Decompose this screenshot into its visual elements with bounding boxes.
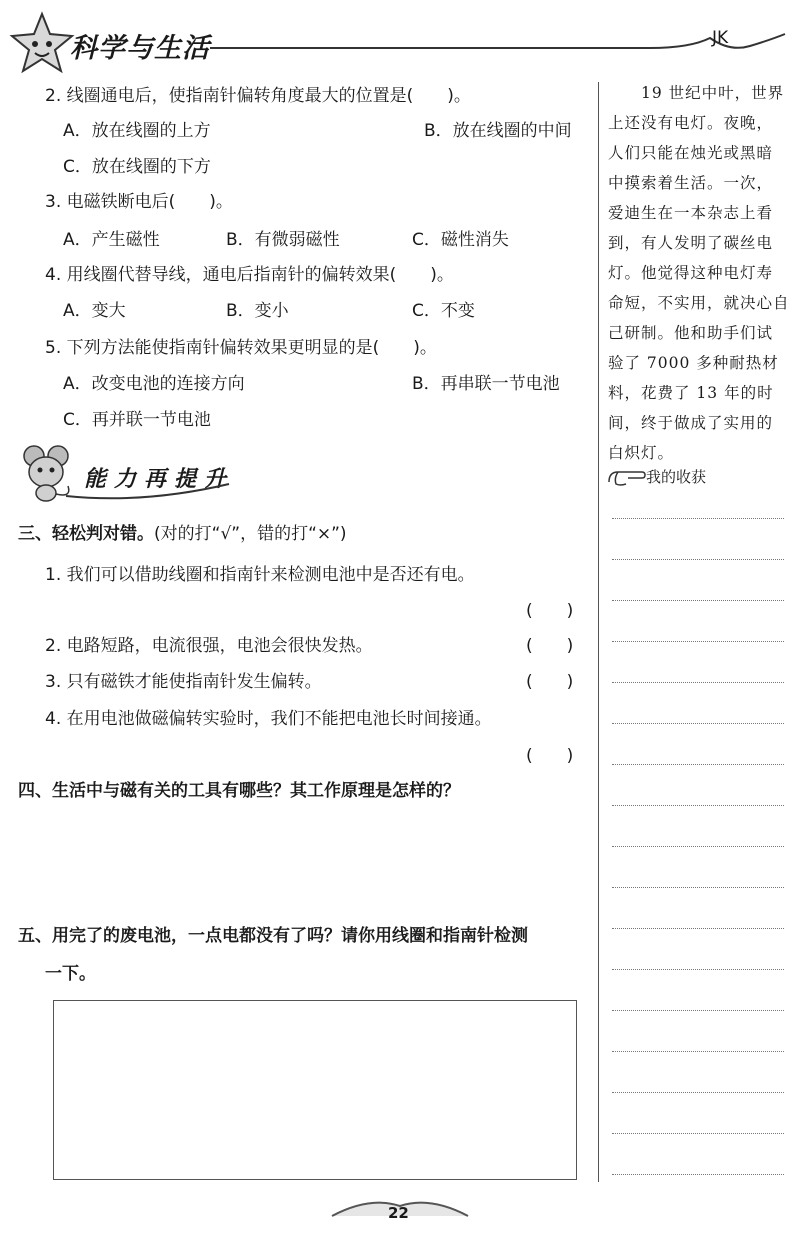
question-4: 4. 用线圈代替导线，通电后指南针的偏转效果( )。	[45, 265, 454, 285]
q5-option-c: C．再并联一节电池	[63, 410, 211, 430]
section-4-title: 四、生活中与磁有关的工具有哪些？其工作原理是怎样的？	[18, 781, 460, 801]
harvest-line[interactable]	[612, 682, 784, 683]
harvest-line[interactable]	[612, 969, 784, 970]
q5-option-b: B．再串联一节电池	[412, 374, 560, 394]
page-number: 22	[388, 1204, 409, 1222]
harvest-line[interactable]	[612, 641, 784, 642]
mascot-star-icon	[8, 10, 76, 74]
sidebar-story	[608, 78, 794, 468]
section-3-instruction: (对的打“√”，错的打“×”)	[154, 524, 347, 544]
story-line: 己研制。他和助手们试	[608, 324, 774, 342]
question-2: 2. 线圈通电后，使指南针偏转角度最大的位置是( )。	[45, 86, 471, 106]
harvest-line[interactable]	[612, 1010, 784, 1011]
brand-title: 科学与生活	[70, 33, 210, 64]
q5-option-a: A．改变电池的连接方向	[63, 374, 245, 394]
story-line: 上还没有电灯。夜晚，	[608, 114, 774, 132]
harvest-line[interactable]	[612, 887, 784, 888]
story-line: 人们只能在烛光或黑暗	[608, 144, 774, 162]
header-swoosh-line	[210, 30, 790, 60]
story-line: 爱迪生在一本杂志上看	[608, 204, 774, 222]
judge-item-4: 4. 在用电池做磁偏转实验时，我们不能把电池长时间接通。	[45, 709, 492, 729]
harvest-line[interactable]	[612, 1133, 784, 1134]
harvest-line[interactable]	[612, 1051, 784, 1052]
harvest-line[interactable]	[612, 928, 784, 929]
harvest-line[interactable]	[612, 1092, 784, 1093]
harvest-label: 我的收获	[646, 468, 707, 486]
story-line: 白炽灯。	[608, 444, 675, 462]
q3-option-a: A．产生磁性	[63, 230, 160, 250]
judge-answer-2[interactable]: ( )	[526, 636, 574, 656]
story-line: 验了 7000 多种耐热材	[608, 354, 779, 372]
answer-box[interactable]	[53, 1000, 577, 1180]
harvest-line[interactable]	[612, 846, 784, 847]
story-line: 到，有人发明了碳丝电	[608, 234, 774, 252]
q4-option-a: A．变大	[63, 301, 126, 321]
judge-answer-3[interactable]: ( )	[526, 672, 574, 692]
judge-item-2: 2. 电路短路，电流很强，电池会很快发热。	[45, 636, 373, 656]
story-line: 间，终于做成了实用的	[608, 414, 774, 432]
section-3-title: 三、轻松判对错。	[18, 524, 154, 544]
q2-option-b: B．放在线圈的中间	[424, 121, 572, 141]
ability-title: 能力再提升	[84, 467, 235, 492]
judge-item-3: 3. 只有磁铁才能使指南针发生偏转。	[45, 672, 322, 692]
judge-answer-1[interactable]: ( )	[526, 601, 574, 621]
harvest-line[interactable]	[612, 1174, 784, 1175]
question-5: 5. 下列方法能使指南针偏转效果更明显的是( )。	[45, 338, 437, 358]
story-line: 中摸索着生活。一次，	[608, 174, 774, 192]
ability-underline-swoosh	[64, 478, 234, 502]
q3-option-b: B．有微弱磁性	[226, 230, 340, 250]
story-line: 料，花费了 13 年的时	[608, 384, 774, 402]
harvest-line[interactable]	[612, 559, 784, 560]
pointing-hand-icon	[606, 466, 646, 488]
sidebar-divider	[598, 82, 599, 1182]
judge-item-1: 1. 我们可以借助线圈和指南针来检测电池中是否还有电。	[45, 565, 475, 585]
q4-option-b: B．变小	[226, 301, 289, 321]
q2-option-a: A．放在线圈的上方	[63, 121, 211, 141]
harvest-line[interactable]	[612, 805, 784, 806]
harvest-line[interactable]	[612, 723, 784, 724]
series-code: JK	[712, 28, 729, 48]
question-3: 3. 电磁铁断电后( )。	[45, 192, 233, 212]
story-line: 灯。他觉得这种电灯寿	[608, 264, 774, 282]
story-line: 19 世纪中叶，世界	[608, 84, 785, 102]
harvest-line[interactable]	[612, 518, 784, 519]
judge-answer-4[interactable]: ( )	[526, 746, 574, 766]
q4-option-c: C．不变	[412, 301, 475, 321]
q3-option-c: C．磁性消失	[412, 230, 509, 250]
q2-option-c: C．放在线圈的下方	[63, 157, 211, 177]
story-line: 命短，不实用，就决心自	[608, 294, 790, 312]
section-5-title-line1: 五、用完了的废电池，一点电都没有了吗？请你用线圈和指南针检测	[18, 926, 528, 946]
section-5-title-line2: 一下。	[45, 964, 96, 984]
harvest-line[interactable]	[612, 764, 784, 765]
harvest-line[interactable]	[612, 600, 784, 601]
